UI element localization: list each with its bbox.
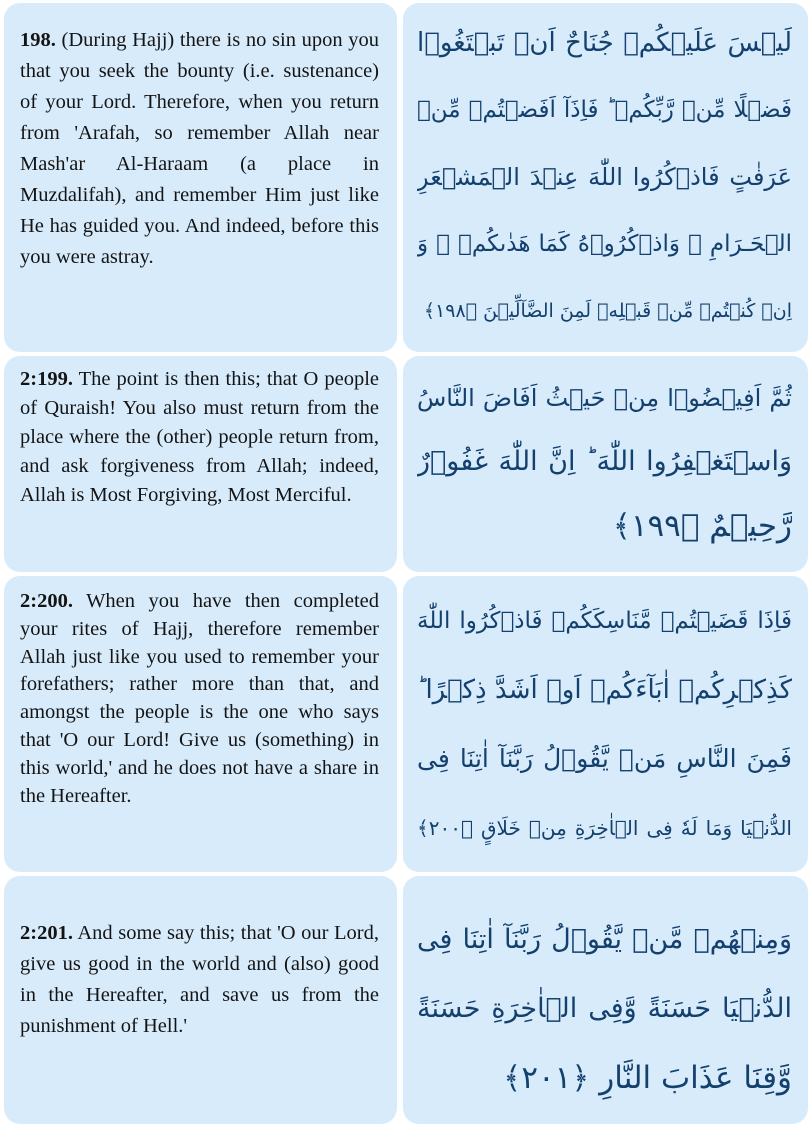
arabic-line: كَذِكۡرِكُمۡ اٰبَآءَكُمۡ اَوۡ اَشَدَّ ذِكۡرًا ؕ (417, 674, 792, 705)
arabic-line: وَاسۡتَغۡفِرُوا اللّٰهَ ؕ اِنَّ اللّٰهَ غَفُوۡرٌ (417, 446, 792, 477)
arabic-line: الدُّنۡيَا وَمَا لَهٗ فِى الۡاٰخِرَةِ مِنۡ خَلَاقٍ ﴿۲۰۰﴾ (417, 815, 792, 840)
verse-row-200 (0, 576, 811, 872)
translation-panel (4, 576, 397, 872)
arabic-line: الۡحَـرَامِ ۖ وَاذۡكُرُوۡهُ كَمَا هَدٰٮكُمۡ ۚ وَ (417, 230, 792, 257)
verse-number: 2:201. (20, 922, 73, 944)
arabic-line: وَمِنۡهُمۡ مَّنۡ يَّقُوۡلُ رَبَّنَآ اٰتِنَا فِى (417, 924, 792, 956)
arabic-line: وَّقِنَا عَذَابَ النَّارِ ﴿۲۰۱﴾ (503, 1059, 792, 1096)
arabic-line: فَضۡلًا مِّنۡ رَّبِّكُمۡ ؕ فَاِذَآ اَفَضۡتُمۡ مِّنۡ (417, 96, 792, 123)
arabic-line: ثُمَّ اَفِيۡضُوۡا مِنۡ حَيۡثُ اَفَاضَ النَّاسُ (417, 384, 792, 412)
arabic-line: فَمِنَ النَّاسِ مَنۡ يَّقُوۡلُ رَبَّنَآ اٰتِنَا فِى (417, 743, 792, 773)
translation-text (20, 365, 379, 510)
translation-text (20, 25, 379, 273)
arabic-panel (403, 356, 808, 572)
arabic-panel (403, 576, 808, 872)
arabic-line: اِنۡ كُنۡتُمۡ مِّنۡ قَبۡلِهٖ لَمِنَ الضَّآلِّيۡنَ ﴿۱۹۸﴾ (423, 299, 792, 322)
translation-body: When you have then completed your rites of Hajj, therefore remember Allah just like you used to remember your forefathers; rather more than that, and amongst the people is the one who says that 'O our Lord! Give us (something) in this world,' and he does not have a share in the Hereafter. (20, 590, 379, 807)
verse-number: 2:199. (20, 368, 73, 390)
translation-panel (4, 356, 397, 572)
arabic-line: لَيۡسَ عَلَيۡكُمۡ جُنَاحٌ اَنۡ تَبۡتَغُوۡا (417, 27, 792, 58)
arabic-line: الدُّنۡيَا حَسَنَةً وَّفِى الۡاٰخِرَةِ حَسَنَةً (417, 992, 792, 1024)
translation-text (20, 918, 379, 1042)
arabic-line: رَّحِيۡمٌ ﴿۱۹۹﴾ (612, 508, 792, 544)
translation-body: The point is then this; that O people of Quraish! You also must return from the place where the (other) people return from, and ask forgiveness from Allah; indeed, Allah is Most Forgiving, Most Merciful. (20, 368, 379, 506)
arabic-panel (403, 3, 808, 352)
translation-body: And some say this; that 'O our Lord, give us good in the world and (also) good in the Hereafter, and save us from the punishment of Hell.' (20, 922, 379, 1037)
translation-body: (During Hajj) there is no sin upon you that you seek the bounty (i.e. sustenance) of your Lord. Therefore, when you return from 'Arafah, so remember Allah near Mash'ar Al-Haraam (a place in Muzdalifah), and remember Him just like He has guided you. And indeed, before this you were astray. (20, 29, 380, 268)
translation-panel (4, 3, 397, 352)
verse-row-198 (0, 3, 811, 352)
translation-panel (4, 876, 397, 1124)
arabic-line: عَرَفٰتٍ فَاذۡكُرُوا اللّٰهَ عِنۡدَ الۡمَشۡعَرِ (417, 162, 792, 191)
verse-row-199 (0, 356, 811, 572)
translation-text (20, 588, 379, 810)
verse-number: 198. (20, 29, 56, 51)
arabic-line: فَاِذَا قَضَيۡتُمۡ مَّنَاسِكَكُمۡ فَاذۡكُرُوا اللّٰهَ (417, 607, 792, 634)
arabic-panel (403, 876, 808, 1124)
verse-row-201 (0, 876, 811, 1124)
verse-number: 2:200. (20, 590, 73, 612)
